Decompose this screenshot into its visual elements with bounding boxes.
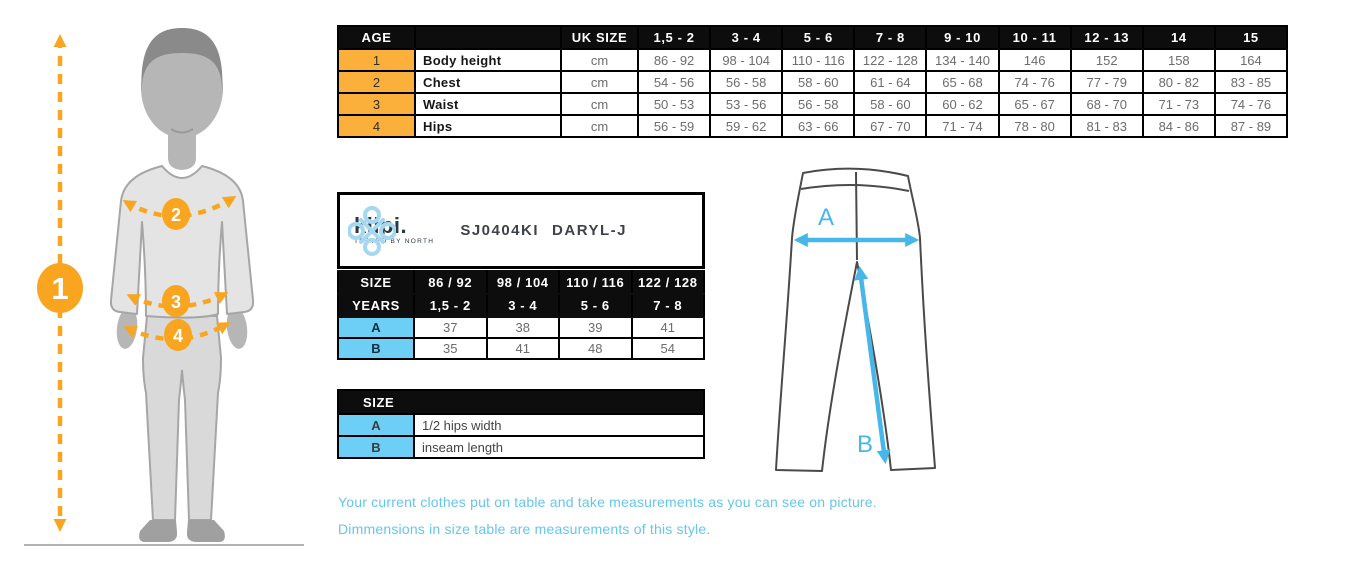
hips-badge-number: 4 (172, 326, 184, 346)
style-value-b-3: 54 (632, 338, 705, 359)
chest-badge-number: 2 (170, 205, 182, 225)
measurement-key-a: A (338, 317, 414, 338)
style-value-a-2: 39 (559, 317, 632, 338)
kilpi-knot-icon (348, 205, 396, 257)
size-column-1: 98 / 104 (487, 271, 560, 294)
age-column-header-2: 5 - 6 (782, 26, 854, 49)
kilpi-logo (348, 215, 434, 246)
age-value-r0-c7: 158 (1143, 49, 1215, 71)
legend-header-row (338, 390, 704, 414)
age-value-r3-c4: 71 - 74 (926, 115, 998, 137)
measurement-unit: cm (561, 71, 638, 93)
age-value-r0-c8: 164 (1215, 49, 1287, 71)
height-badge-number: 1 (51, 271, 69, 306)
age-value-r0-c1: 98 - 104 (710, 49, 782, 71)
size-column-3: 122 / 128 (632, 271, 705, 294)
style-years-header-row (338, 294, 704, 317)
age-value-r3-c7: 84 - 86 (1143, 115, 1215, 137)
measurement-label: Waist (415, 93, 561, 115)
style-value-a-1: 38 (487, 317, 560, 338)
age-column-header-7: 14 (1143, 26, 1215, 49)
measurement-legend-table (337, 389, 705, 459)
age-value-r2-c6: 68 - 70 (1071, 93, 1143, 115)
age-value-r1-c0: 54 - 56 (638, 71, 710, 93)
style-value-b-2: 48 (559, 338, 632, 359)
years-column-0: 1,5 - 2 (414, 294, 487, 317)
measurement-notes (338, 489, 877, 543)
measurement-label: Chest (415, 71, 561, 93)
age-value-r0-c5: 146 (999, 49, 1071, 71)
age-value-r1-c4: 65 - 68 (926, 71, 998, 93)
measurement-unit: cm (561, 115, 638, 137)
age-value-r1-c7: 80 - 82 (1143, 71, 1215, 93)
pants-diagram (763, 158, 975, 490)
age-table-row-hips (338, 115, 1287, 137)
age-column-header-0: 1,5 - 2 (638, 26, 710, 49)
child-silhouette (111, 28, 253, 542)
product-code (460, 222, 627, 239)
size-column-0: 86 / 92 (414, 271, 487, 294)
measurement-unit: cm (561, 93, 638, 115)
measurement-label: Hips (415, 115, 561, 137)
years-header: YEARS (338, 294, 414, 317)
style-table-row-a (338, 317, 704, 338)
age-table-header-row (338, 26, 1287, 49)
note-line-1: Your current clothes put on table and take measurements as you can see on picture. (338, 494, 877, 510)
size-column-2: 110 / 116 (559, 271, 632, 294)
age-value-r2-c2: 56 - 58 (782, 93, 854, 115)
age-value-r1-c6: 77 - 79 (1071, 71, 1143, 93)
legend-key-b: B (338, 436, 414, 458)
age-value-r3-c0: 56 - 59 (638, 115, 710, 137)
body-measurement-figure (12, 8, 312, 556)
age-value-r2-c0: 50 - 53 (638, 93, 710, 115)
age-value-r1-c2: 58 - 60 (782, 71, 854, 93)
age-value-r0-c3: 122 - 128 (854, 49, 926, 71)
right-shoe (187, 520, 225, 542)
age-column-header-6: 12 - 13 (1071, 26, 1143, 49)
age-column-header-1: 3 - 4 (710, 26, 782, 49)
style-value-a-3: 41 (632, 317, 705, 338)
style-code: SJ0404KI (460, 222, 540, 239)
uk-size-header: UK SIZE (561, 26, 638, 49)
brand-name: kilpi. (354, 213, 408, 239)
waist-badge-number: 3 (170, 292, 182, 312)
inseam-label: B (856, 431, 874, 458)
age-value-r1-c5: 74 - 76 (999, 71, 1071, 93)
age-column-header-8: 15 (1215, 26, 1287, 49)
age-value-r2-c7: 71 - 73 (1143, 93, 1215, 115)
age-value-r3-c5: 78 - 80 (999, 115, 1071, 137)
style-table-row-b (338, 338, 704, 359)
age-table-row-waist (338, 93, 1287, 115)
age-value-r2-c8: 74 - 76 (1215, 93, 1287, 115)
age-column-header-5: 10 - 11 (999, 26, 1071, 49)
age-value-r1-c1: 56 - 58 (710, 71, 782, 93)
legend-key-a: A (338, 414, 414, 436)
left-shoe (139, 520, 177, 542)
fly-seam-line (856, 172, 857, 260)
size-header: SIZE (338, 271, 414, 294)
style-name: DARYL-J (552, 222, 627, 239)
measurement-number: 4 (338, 115, 415, 137)
product-box (337, 192, 705, 269)
style-value-b-1: 41 (487, 338, 560, 359)
age-value-r3-c3: 67 - 70 (854, 115, 926, 137)
legend-size-header: SIZE (338, 390, 704, 414)
age-size-table (337, 25, 1288, 138)
style-size-table (337, 270, 705, 360)
style-value-a-0: 37 (414, 317, 487, 338)
age-value-r3-c2: 63 - 66 (782, 115, 854, 137)
age-value-r0-c0: 86 - 92 (638, 49, 710, 71)
age-value-r3-c8: 87 - 89 (1215, 115, 1287, 137)
age-header: AGE (338, 26, 415, 49)
age-value-r1-c3: 61 - 64 (854, 71, 926, 93)
legend-desc-b: inseam length (414, 436, 704, 458)
style-value-b-0: 35 (414, 338, 487, 359)
measurement-key-b: B (338, 338, 414, 359)
age-value-r0-c6: 152 (1071, 49, 1143, 71)
measurement-number: 2 (338, 71, 415, 93)
measurement-unit: cm (561, 49, 638, 71)
age-column-header-3: 7 - 8 (854, 26, 926, 49)
age-table-row-body-height (338, 49, 1287, 71)
years-column-2: 5 - 6 (559, 294, 632, 317)
years-column-3: 7 - 8 (632, 294, 705, 317)
measurement-number: 3 (338, 93, 415, 115)
measurement-number: 1 (338, 49, 415, 71)
brand-tagline: TESTED BY NORTH (354, 238, 435, 246)
age-value-r2-c4: 60 - 62 (926, 93, 998, 115)
age-column-header-4: 9 - 10 (926, 26, 998, 49)
measurement-label: Body height (415, 49, 561, 71)
age-value-r1-c8: 83 - 85 (1215, 71, 1287, 93)
age-value-r3-c6: 81 - 83 (1071, 115, 1143, 137)
age-value-r3-c1: 59 - 62 (710, 115, 782, 137)
years-column-1: 3 - 4 (487, 294, 560, 317)
age-table-row-chest (338, 71, 1287, 93)
age-value-r2-c3: 58 - 60 (854, 93, 926, 115)
legend-row-b (338, 436, 704, 458)
age-value-r0-c4: 134 - 140 (926, 49, 998, 71)
note-line-2: Dimmensions in size table are measurements of this style. (338, 521, 711, 537)
age-header-spacer (415, 26, 561, 49)
legend-row-a (338, 414, 704, 436)
legend-desc-a: 1/2 hips width (414, 414, 704, 436)
style-size-header-row (338, 271, 704, 294)
age-value-r2-c5: 65 - 67 (999, 93, 1071, 115)
hips-width-label: A (817, 204, 835, 231)
age-value-r0-c2: 110 - 116 (782, 49, 854, 71)
age-value-r2-c1: 53 - 56 (710, 93, 782, 115)
